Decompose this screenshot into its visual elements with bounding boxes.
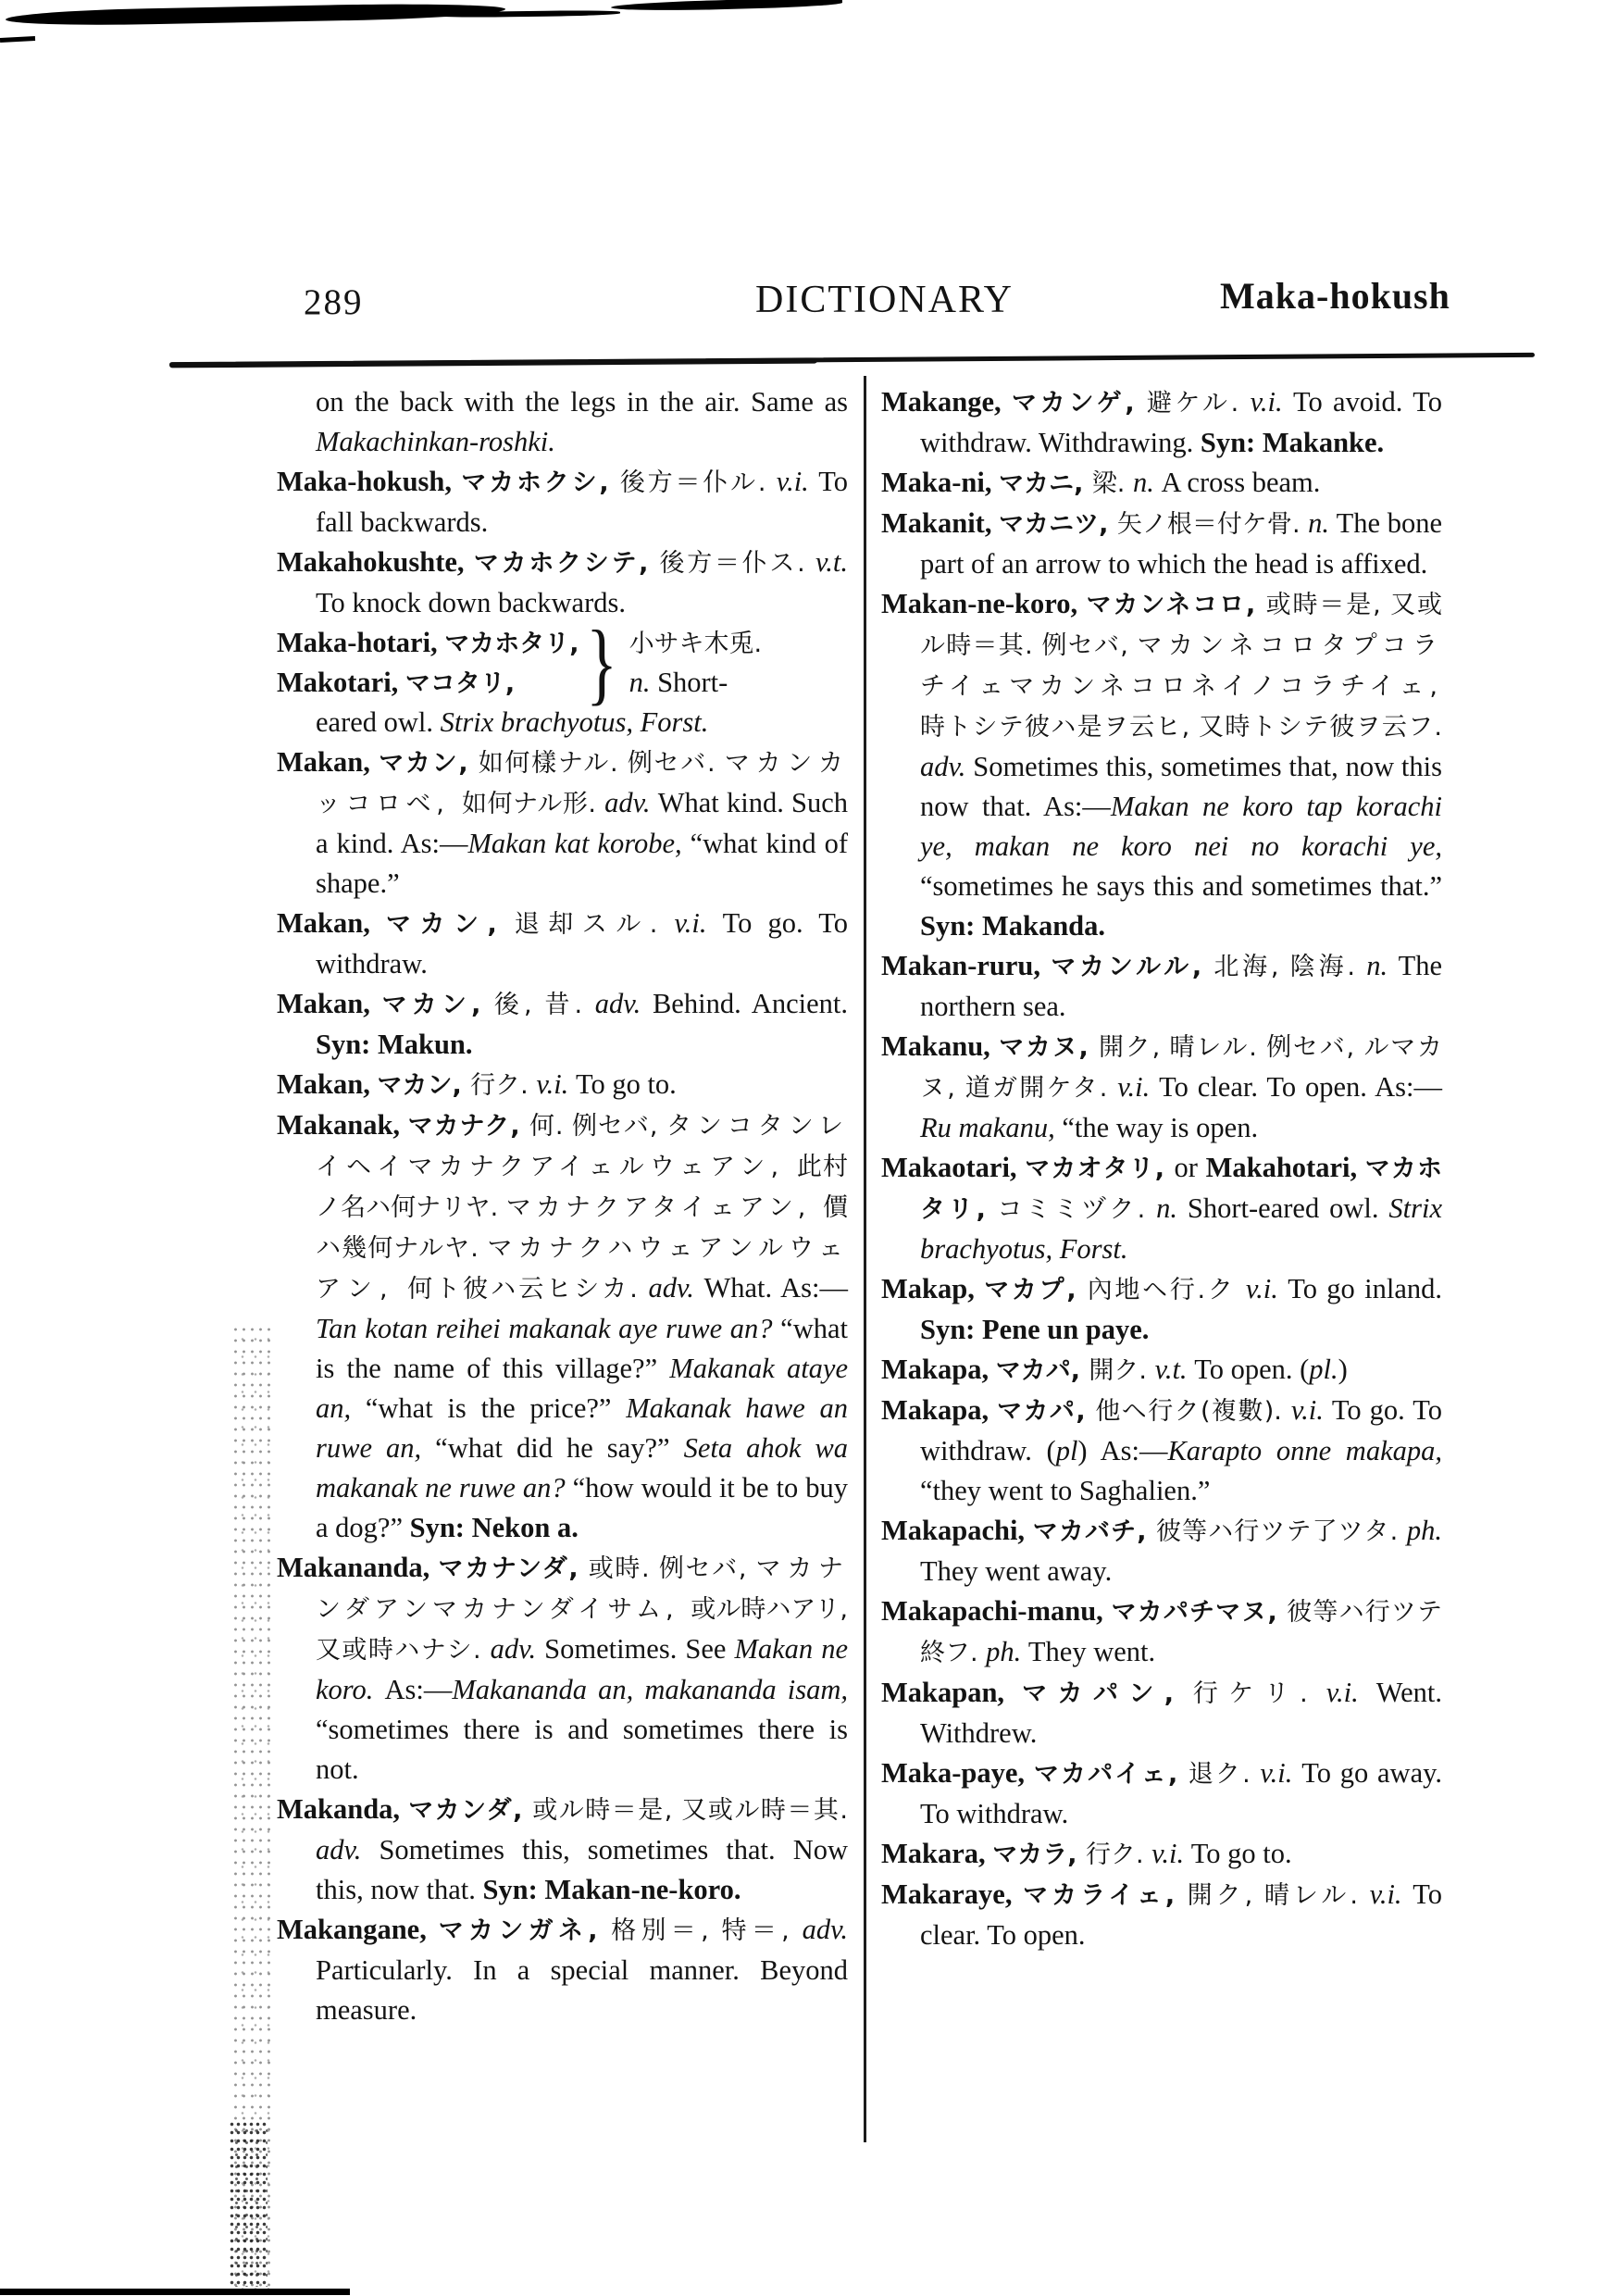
italic-text: Makanak hawe an ruwe an, [316,1392,848,1464]
kana-text: 後, 昔. [493,991,595,1019]
page-title: DICTIONARY [755,279,1014,321]
kana-text: マカン, [377,1071,471,1100]
entry-line [277,663,579,703]
braced-definition [624,623,848,703]
bold-text: Maka-hokush, [277,466,462,497]
gloss-text: To fall backwards. [316,466,848,538]
bold-text: Makap, [881,1273,985,1304]
italic-text: v.i. [1260,1757,1302,1789]
italic-text: adv. [802,1914,848,1945]
dictionary-entry [881,1511,1442,1591]
gloss-text: To go. To withdraw. [316,907,848,980]
bold-text: Syn: Makanke. [1200,427,1385,458]
entry-line [629,623,848,663]
kana-text: 何. 例セバ, [529,1112,666,1141]
dictionary-entry [277,904,848,984]
italic-text: Makan ne koro. [316,1633,849,1705]
kana-text: マカパン, [1022,1679,1193,1708]
bold-text: Syn: Nekon a. [409,1512,579,1543]
kana-text: マカナンダ, [438,1554,589,1583]
gloss-text: To go to. [1190,1838,1292,1869]
kana-text: マカンダ, [408,1796,533,1825]
gloss-text: “how would it be to buy a dog?” [316,1472,848,1543]
gloss-text: To go. To withdraw. ( [920,1394,1443,1466]
dictionary-entry [277,984,848,1065]
bold-text: Makahotari, [1205,1152,1365,1183]
italic-text: ph. [986,1636,1028,1667]
bold-text: Syn: Makan-ne-koro. [482,1874,741,1905]
gloss-text: ) [1338,1354,1348,1385]
italic-text: adv. [920,751,974,782]
entry-line [277,623,579,663]
gloss-text: To clear. To open. [920,1878,1442,1951]
dictionary-entry [277,1105,848,1548]
dictionary-entry [277,1790,848,1910]
kana-text: マカナクアタイェアン, [505,1193,823,1222]
entry-line [629,663,848,703]
kana-text: マカプ, [984,1276,1088,1304]
bold-text: Makotari, [277,667,405,698]
italic-text: Ru makanu, [920,1112,1063,1143]
italic-text: v.i. [1151,1838,1191,1869]
kana-text: タンコタンレイヘイマカナクアイェルウェアン, [316,1112,848,1181]
dictionary-entry [881,1753,1442,1834]
kana-text: マカン, [381,991,494,1019]
italic-text: adv. [648,1272,704,1304]
italic-text: pl [1055,1435,1078,1466]
bold-text: Makange, [881,386,1012,418]
italic-text: Makan ne koro tap korachi ye, makan ne koro nei no korachi ye, [920,791,1442,862]
kana-text: 或ル時ハアリ, 又或時ハナシ. [316,1595,848,1665]
gloss-text: The northern sea. [920,950,1442,1022]
gloss-text: They went. [1027,1636,1156,1667]
dictionary-entry [881,1148,1442,1269]
gloss-text: Behind. Ancient. [652,988,848,1019]
bold-text: Makaraye, [881,1878,1024,1910]
kana-text: 梁. [1091,469,1133,498]
gloss-text: “sometimes there is and sometimes there is not. [316,1714,848,1785]
bold-text: Makapa, [881,1354,996,1385]
top-scan-streak [0,36,35,43]
kana-text: マカンネコロ, [1086,591,1266,619]
dictionary-entry [881,1875,1442,1955]
kana-text: マカナンダアンマカナンダイサム, [316,1554,848,1624]
gloss-text: Short-eared owl. [1187,1192,1389,1224]
kana-text: 價ハ幾何ナルヤ. [316,1193,848,1263]
kana-text: 或ル時＝是, 又或ル時＝其. [532,1796,849,1825]
page-number: 289 [304,282,364,322]
kana-text: 時トシテ彼ハ是ヲ云ヒ, 又時トシテ彼ヲ云フ. [920,713,1442,742]
kana-text: マカパ, [995,1356,1089,1385]
gloss-text: eared owl. [316,706,441,738]
bold-text: Makapachi, [881,1515,1033,1546]
top-scan-streak [611,0,842,12]
kana-text: 退ク. [1188,1760,1261,1789]
kana-text: マカホクシ, [461,468,620,497]
gloss-text: They went away. [920,1555,1113,1587]
kana-text: 避ケル. [1146,389,1251,418]
italic-text: adv. [604,787,658,818]
gloss-text: What kind. Such a kind. As:— [316,787,848,859]
kana-text: マカバチ, [1032,1517,1156,1546]
bold-text: Syn: Pene un paye. [920,1314,1150,1345]
kana-text: 退却スル. [514,910,675,939]
italic-text: Makananda an, makananda isam, [452,1674,848,1705]
gloss-text: “what kind of shape.” [316,828,848,899]
kana-text: 或時. 例セバ, [588,1554,756,1583]
bold-text: Makan, [277,1068,378,1100]
bold-text: Makara, [881,1838,993,1869]
gloss-text: To go inland. [1288,1273,1442,1304]
kana-text: 北海, 陰海. [1214,953,1367,981]
gloss-text: “sometimes he says this and sometimes that.” [920,870,1442,902]
kana-text: マカニツ, [999,510,1117,539]
kana-text: 後方＝仆ル. [619,468,777,497]
gloss-text: “the way is open. [1062,1112,1259,1143]
gloss-text: Sometimes this, sometimes that, now this now that. As:— [920,751,1442,822]
dictionary-entry [881,1591,1442,1673]
italic-text: v.i. [1245,1273,1288,1304]
bold-text: Maka-paye, [881,1757,1034,1789]
italic-text: Strix brachyotus, Forst. [440,706,709,738]
kana-text: 何ト彼ハ云ヒシカ. [407,1275,649,1304]
dictionary-entry [277,1065,848,1105]
gloss-text: ) As:— [1077,1435,1168,1466]
italic-text: v.i. [776,466,819,497]
italic-text: Seta ahok wa makanak ne ruwe an? [316,1432,848,1504]
gloss-text: “what did he say?” [435,1432,684,1464]
dictionary-entry [277,1910,848,2030]
kana-text: 內地ヘ行.ク [1087,1276,1246,1304]
italic-text: v.i. [1369,1878,1413,1910]
italic-text: Strix brachyotus, Forst. [920,1192,1442,1265]
bold-text: Makan, [277,988,382,1019]
gloss-text: Particularly. In a special manner. Beyond measure. [316,1954,848,2026]
gloss-text: or [1174,1152,1206,1183]
left-margin-noise [229,2120,268,2287]
italic-text: adv. [490,1633,545,1665]
kana-text: 矢ノ根＝付ケ骨. [1116,510,1309,539]
braced-headwords [277,623,579,703]
kana-text: マカラ, [992,1841,1086,1869]
dictionary-entry [881,1027,1442,1148]
kana-text: 行ク. [1085,1841,1152,1869]
italic-text: adv. [594,988,653,1019]
dictionary-entry [881,382,1442,463]
kana-text: コミミヅク. [997,1195,1157,1224]
header-rule [169,358,817,368]
italic-text: pl. [1309,1354,1338,1385]
left-column [277,382,848,2030]
gloss-text: Sometimes. See [544,1633,735,1665]
gloss-text: on the back with the legs in the air. Same as [316,386,848,418]
italic-text: n. [1156,1192,1188,1224]
italic-text: n. [1308,507,1337,539]
bold-text: Maka-hotari, [277,627,445,658]
italic-text: v.i. [536,1068,576,1100]
kana-text: 小サキ木兎. [629,630,763,658]
italic-text: v.i. [1326,1677,1376,1708]
bold-text: Makapan, [881,1677,1023,1708]
bold-text: Makangane, [277,1914,439,1945]
gloss-text: A cross beam. [1161,467,1321,498]
kana-text: マカライェ, [1023,1881,1188,1910]
dictionary-entry [881,1350,1442,1391]
italic-text: Karapto onne makapa, [1167,1435,1442,1466]
bold-text: Makan, [277,746,380,778]
kana-text: マカパイェ, [1033,1760,1189,1789]
gloss-text: Short- [657,667,728,698]
kana-text: 後方＝仆ス. [659,549,815,578]
kana-text: マカナク, [407,1112,529,1141]
guide-word: Maka-hokush [1220,275,1450,317]
italic-text: v.i. [1250,386,1293,418]
italic-text: adv. [316,1834,380,1866]
kana-text: 格別＝, 特＝, [611,1916,803,1945]
bold-text: Makapa, [881,1394,998,1426]
bottom-scan-bar [0,2289,350,2295]
kana-text: マカンネコロタプコラチイェマカンネコロネイノコラチイェ, [920,631,1442,701]
kana-text: 如何ナル形. [461,790,605,818]
entry-continuation [277,382,848,462]
dictionary-entry [881,1269,1442,1350]
kana-text: マカナクハウェアンルウェアン, [316,1234,848,1304]
dictionary-entry [881,504,1442,584]
kana-text: マカパ, [997,1397,1096,1426]
kana-text: 開ク, 晴レル. [1187,1881,1370,1910]
dictionary-entry [277,742,848,904]
italic-text: ph. [1406,1515,1442,1546]
gloss-text: Sometimes this, sometimes that. Now this, now that. [316,1834,848,1905]
dictionary-entry [881,1391,1442,1511]
italic-text: v.t. [1154,1354,1195,1385]
right-column [881,382,1442,1955]
dictionary-entry-braced [277,611,848,714]
gloss-text: To go away. To withdraw. [920,1757,1442,1829]
bold-text: Syn: Makun. [316,1029,473,1060]
dictionary-entry [277,543,848,623]
top-scan-streak [6,2,505,27]
gloss-text: “what is the price?” [365,1392,627,1424]
bold-text: Makapachi-manu, [881,1595,1112,1627]
gloss-text: To avoid. To withdraw. Withdrawing. [920,386,1442,458]
bold-text: Makahokushte, [277,546,474,578]
gloss-text: “they went to Saghalien.” [920,1475,1211,1506]
kana-text: 行ク. [470,1071,537,1100]
bold-text: Makan-ruru, [881,950,1052,981]
kana-text: マカンゲ, [1012,389,1147,418]
dictionary-entry [881,584,1442,946]
gloss-text: As:— [384,1674,453,1705]
kana-text: 此村ノ名ハ何ナリヤ. [316,1153,848,1222]
entry-continuation [277,703,848,742]
bold-text: Syn: Makanda. [920,910,1106,942]
gloss-text: To knock down backwards. [316,587,626,618]
kana-text: マカホタリ, [920,1154,1442,1224]
kana-text: マカンカッコロベ, [316,749,849,818]
dictionary-entry [881,1673,1442,1753]
bold-text: Makananda, [277,1552,439,1583]
kana-text: 或時＝是, 又或ル時＝其. 例セバ, [920,591,1442,660]
gloss-text: Went. Withdrew. [920,1677,1442,1749]
italic-text: v.i. [674,907,723,939]
italic-text: Makachinkan-roshki. [316,426,555,457]
kana-text: マカホタリ, [444,630,579,658]
kana-text: マカニ, [999,469,1092,498]
kana-text: マカホクシテ, [473,549,660,578]
kana-text: マカンルル, [1051,953,1214,981]
kana-text: マカパチマヌ, [1111,1598,1288,1627]
bold-text: Makanit, [881,507,1000,539]
italic-text: n. [629,667,658,698]
kana-text: 開ク, 晴レル. 例セバ, ルマカヌ, 道ガ開ケタ. [920,1033,1442,1103]
bold-text: Makanu, [881,1030,1000,1062]
kana-text: マカヌ, [999,1033,1100,1062]
gloss-text: To open. ( [1194,1354,1310,1385]
italic-text: Makanak ataye an, [316,1353,849,1424]
dictionary-entry [881,946,1442,1027]
bold-text: Makan-ne-koro, [881,588,1087,619]
italic-text: v.i. [1117,1071,1160,1103]
kana-text: 開ク. [1089,1356,1155,1385]
bold-text: Makan, [277,907,386,939]
italic-text: Tan kotan reihei makanak aye ruwe an? [316,1313,781,1344]
dictionary-entry [881,463,1442,504]
kana-text: 行ケリ. [1192,1679,1326,1708]
brace-glyph: } [585,611,617,714]
kana-text: マカン, [379,749,479,778]
dictionary-entry [277,1548,848,1790]
dictionary-entry [881,1834,1442,1875]
italic-text: v.i. [1290,1394,1332,1426]
kana-text: マコタリ, [404,669,516,698]
kana-text: 彼等ハ行ツテ終フ. [920,1598,1442,1667]
bold-text: Makaotari, [881,1152,1026,1183]
dictionary-entry [277,462,848,543]
gloss-text: The bone part of an arrow to which the head is affixed. [920,507,1442,580]
kana-text: 彼等ハ行ツテ了ツタ. [1155,1517,1407,1546]
italic-text: n. [1366,950,1399,981]
bold-text: Makanak, [277,1109,408,1141]
italic-text: Makan kat korobe, [467,828,691,859]
kana-text: マカンガネ, [438,1916,612,1945]
gloss-text: To go to. [575,1068,677,1100]
gloss-text: “what is the name of this village?” [316,1313,848,1384]
italic-text: v.t. [815,546,848,578]
kana-text: マカオタリ, [1025,1154,1175,1183]
column-divider [864,376,866,2142]
gloss-text: What. As:— [703,1272,848,1304]
kana-text: 他ヘ行ク(複數). [1095,1397,1291,1426]
gloss-text: To clear. To open. As:— [1159,1071,1442,1103]
kana-text: マカン, [385,910,515,939]
bold-text: Makanda, [277,1793,409,1825]
italic-text: n. [1132,467,1162,498]
kana-text: 如何樣ナル. 例セバ. [478,749,725,778]
bold-text: Maka-ni, [881,467,1000,498]
